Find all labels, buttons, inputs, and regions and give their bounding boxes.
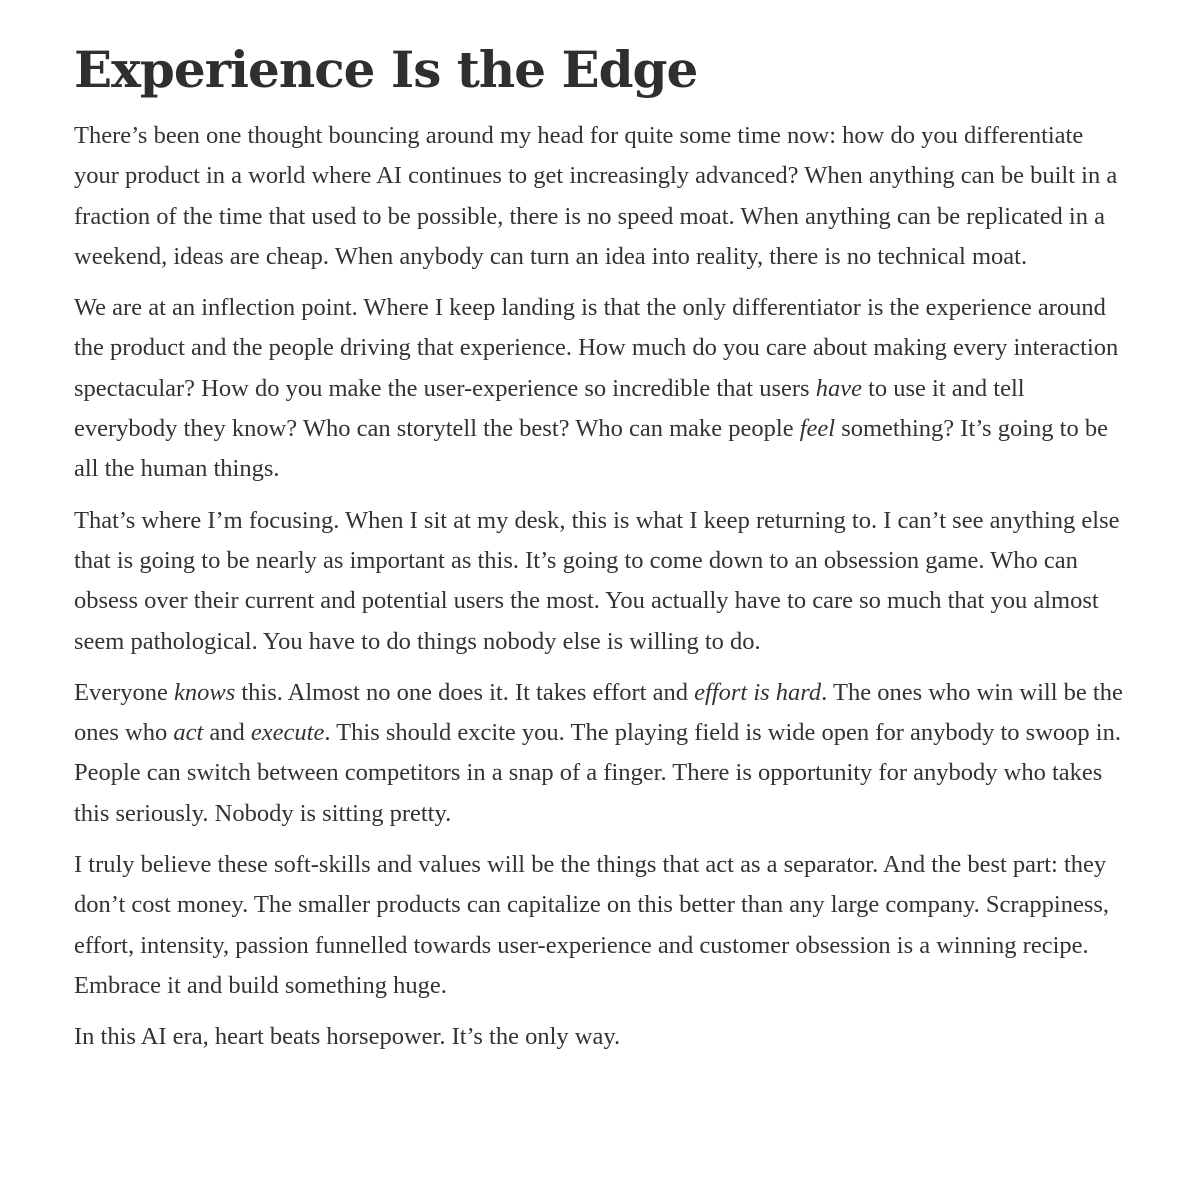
paragraph-text: I truly believe these soft-skills and values will be the things that act as a separator. And the best part: they don’t cost money. The smaller products can capitalize on this better than any large company. Scrappiness, effort, intensity, passion funnelled towards user-experience and customer obsession is a winning recipe. Embrace it and build something huge. [74,851,1110,999]
emphasis-text: effort is hard [694,678,822,706]
paragraph-text: this. Almost no one does it. It takes effort and [235,678,695,706]
paragraph-text: There’s been one thought bouncing around my head for quite some time now: how do you differentiate your product in a world where AI continues to get increasingly advanced? When anything can be built in a fraction of the time that used to be possible, there is no speed moat. When anything can be replicated in a weekend, ideas are cheap. When anybody can turn an idea into reality, there is no technical moat. [74,122,1118,270]
article-paragraph [74,116,1124,277]
paragraph-text: Everyone [74,678,174,706]
emphasis-text: execute [250,719,325,747]
article-paragraph [74,845,1124,1006]
article-paragraph [74,288,1124,489]
emphasis-text: have [815,374,862,402]
article-paragraph [74,501,1124,662]
article-paragraph [74,673,1124,834]
emphasis-text: act [173,719,204,747]
article-paragraph [74,1017,1124,1057]
paragraph-text: In this AI era, heart beats horsepower. It’s the only way. [74,1023,621,1051]
paragraph-text: That’s where I’m focusing. When I sit at my desk, this is what I keep returning to. I can’t see anything else that is going to be nearly as important as this. It’s going to come down to an obsession game. Who can obsess over their current and potential users the most. You actually have to care so much that you almost seem pathological. You have to do things nobody else is willing to do. [74,506,1120,655]
article-title: Experience Is the Edge [74,40,698,99]
paragraph-text: We are at an inflection point. Where I keep landing is that the only differentiator is the experience around the product and the people driving that experience. How much do you care about making every interaction spectacular? How do you make the user-experience so incredible that users [74,294,1119,402]
paragraph-text: something? It’s going to be all the human things. [74,415,1108,483]
article-body [74,116,1124,1058]
article [74,38,1124,1069]
paragraph-text: and [203,719,251,747]
emphasis-text: knows [174,678,236,706]
emphasis-text: feel [799,415,836,443]
paragraph-text: . The ones who win will be the ones who [74,678,1123,747]
paragraph-text: to use it and tell everybody they know? Who can storytell the best? Who can make people [74,374,1025,443]
paragraph-text: . This should excite you. The playing field is wide open for anybody to swoop in. People can switch between competitors in a snap of a finger. There is opportunity for anybody who takes this seriously. Nobody is sitting pretty. [74,719,1121,827]
